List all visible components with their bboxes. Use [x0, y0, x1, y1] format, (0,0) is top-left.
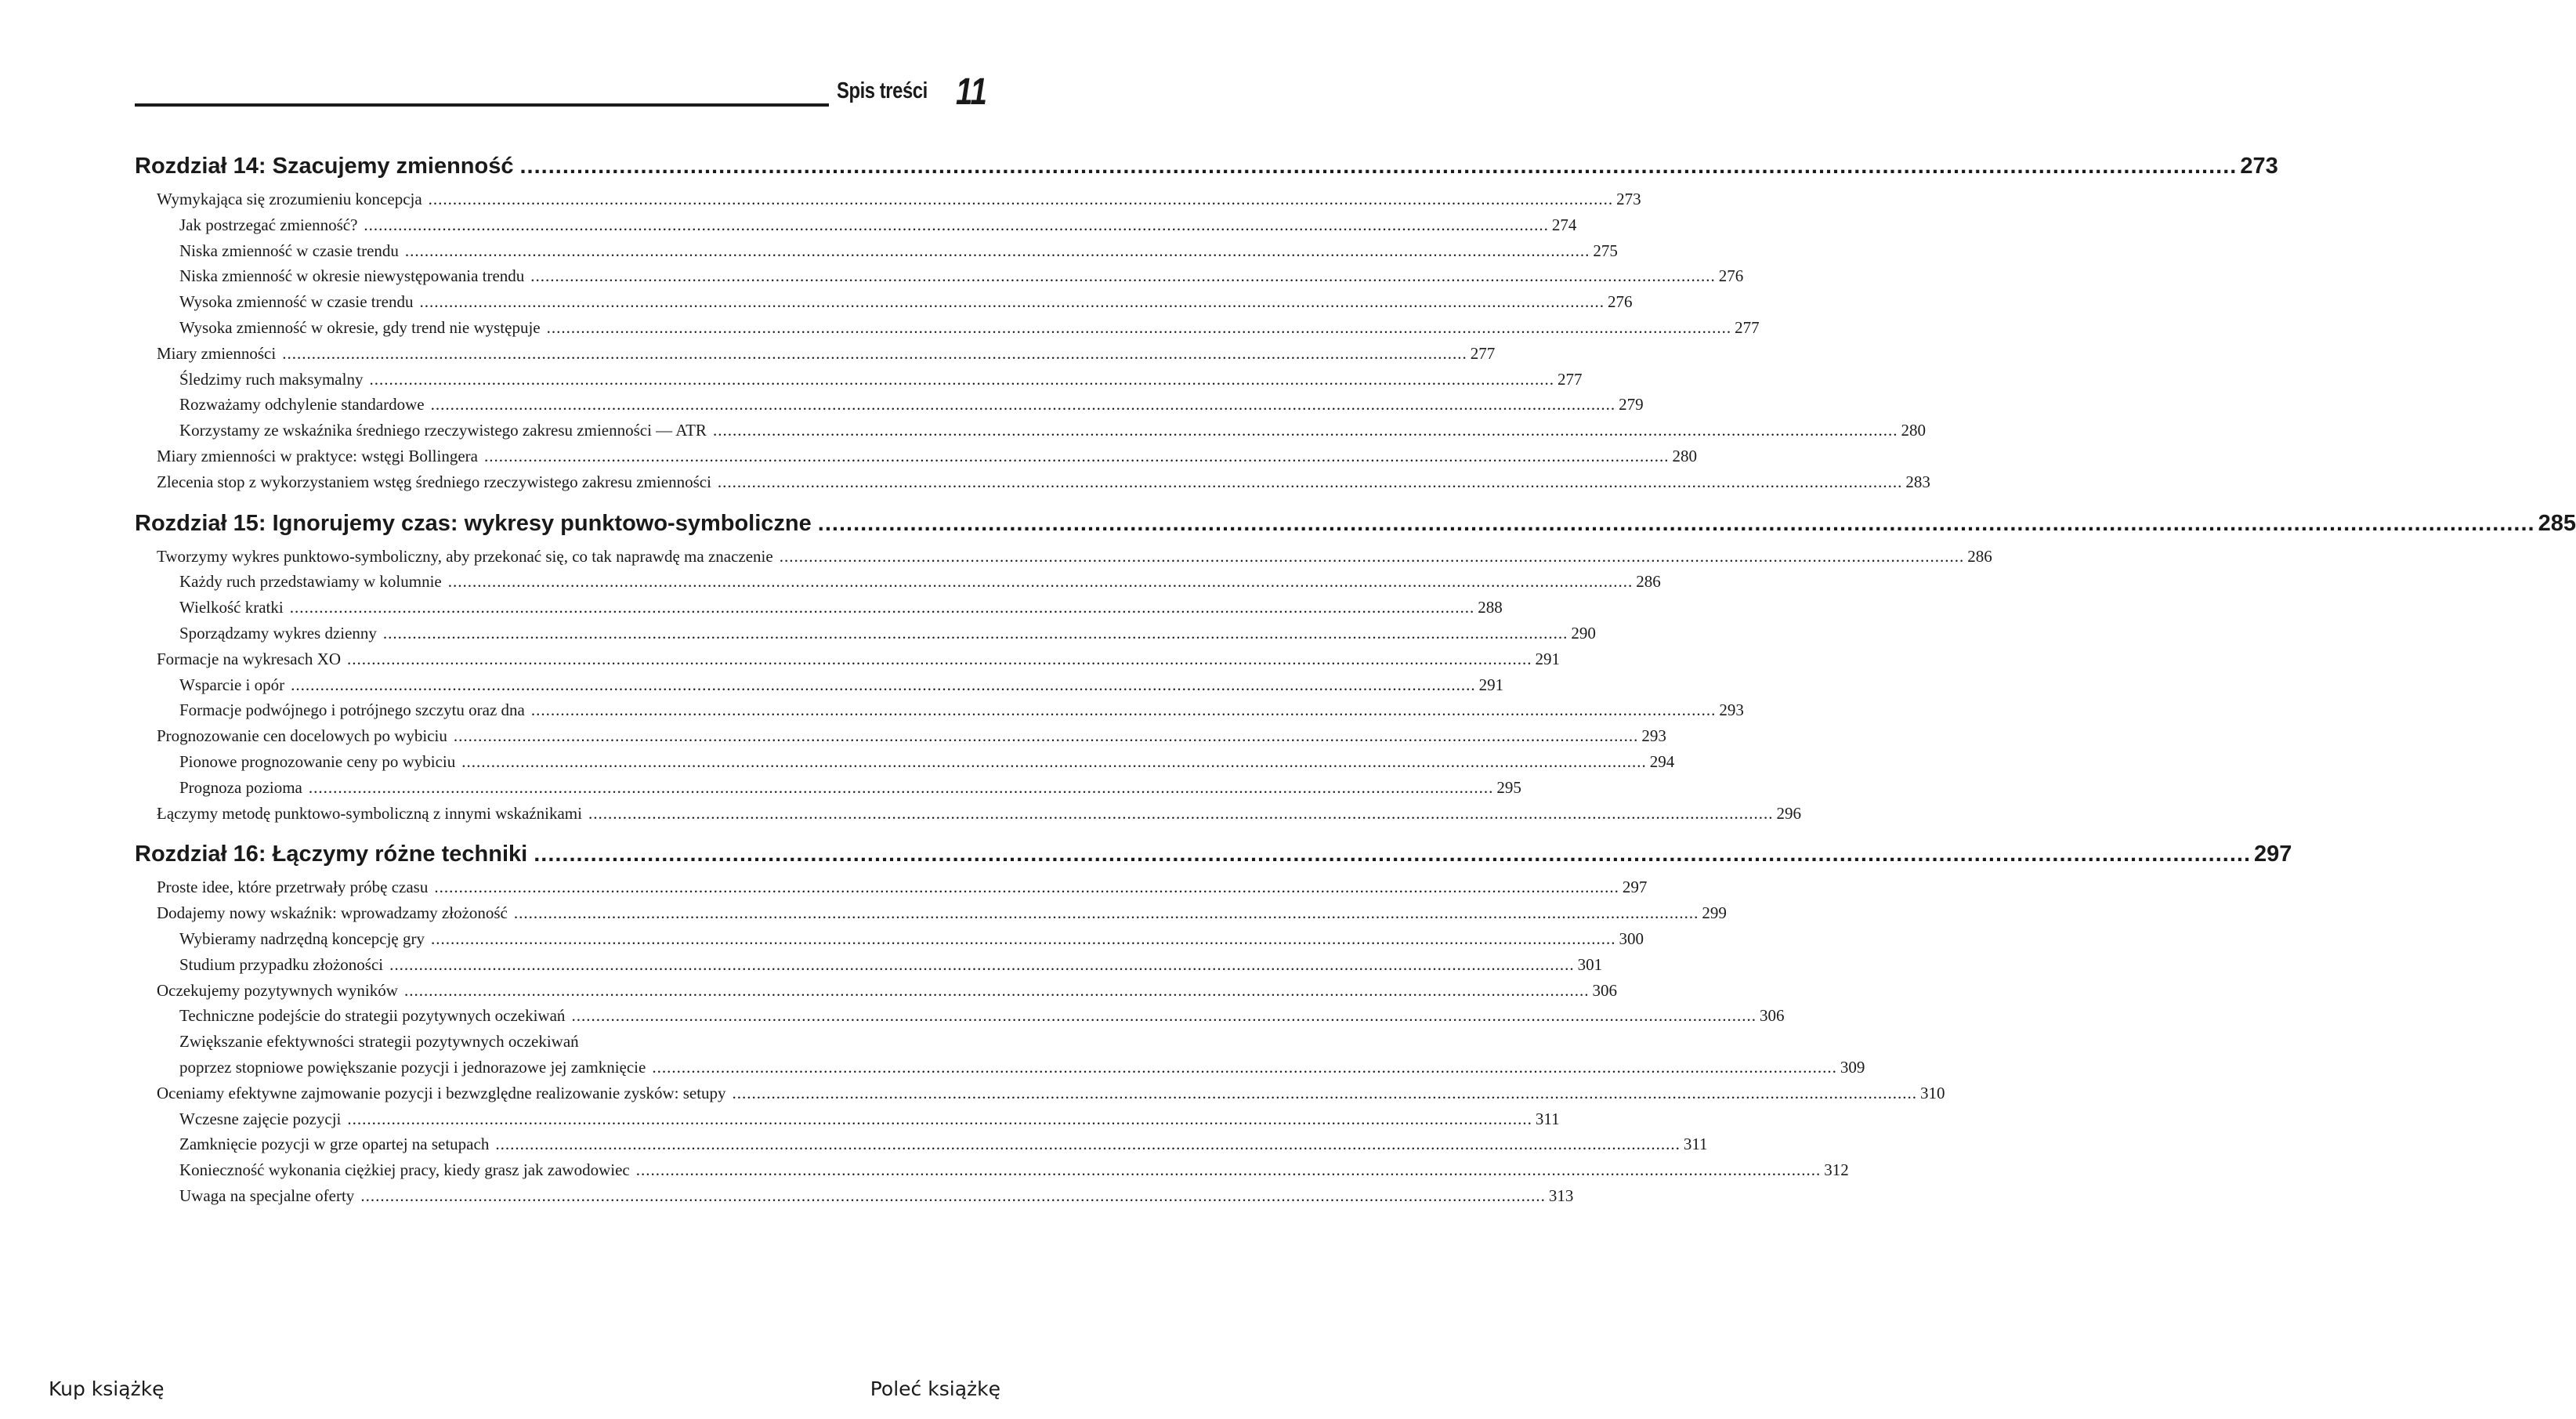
- dot-leader: ..................................................................................................................................................................................................................................................: [453, 726, 1639, 746]
- entry-title: Pionowe prognozowanie ceny po wybiciu: [179, 751, 456, 771]
- dot-leader: ..................................................................................................................................................................................................................................................: [635, 1160, 1822, 1180]
- entry-title: Zlecenia stop z wykorzystaniem wstęg średniego rzeczywistego zakresu zmienności: [157, 472, 711, 491]
- toc-entry[interactable]: [135, 572, 1661, 598]
- toc-entry[interactable]: [135, 1186, 1574, 1212]
- toc-entry[interactable]: [135, 1160, 1849, 1186]
- entry-title: Niska zmienność w czasie trendu: [179, 241, 399, 260]
- entry-page: 312: [1824, 1160, 1849, 1180]
- entry-page: 279: [1619, 395, 1644, 414]
- entry-page: 294: [1649, 751, 1675, 771]
- toc-entry[interactable]: [135, 241, 1618, 267]
- entry-title: Łączymy metodę punktowo-symboliczną z innymi wskaźnikami: [157, 803, 582, 823]
- entry-title: Wczesne zajęcie pozycji: [179, 1109, 342, 1128]
- dot-leader: ..................................................................................................................................................................................................................................................: [534, 842, 2252, 867]
- dot-leader: ..................................................................................................................................................................................................................................................: [347, 649, 1532, 668]
- dot-leader: ..................................................................................................................................................................................................................................................: [369, 369, 1554, 389]
- entry-page: 276: [1718, 266, 1744, 286]
- dot-leader: ..................................................................................................................................................................................................................................................: [588, 803, 1774, 823]
- header-title: Spis treści: [837, 78, 928, 103]
- dot-leader: ..................................................................................................................................................................................................................................................: [428, 190, 1614, 208]
- toc-entry[interactable]: [135, 215, 1577, 241]
- entry-page: 275: [1593, 241, 1618, 260]
- dot-leader: ..................................................................................................................................................................................................................................................: [430, 395, 1616, 414]
- dot-leader: ..................................................................................................................................................................................................................................................: [817, 510, 2535, 536]
- entry-page: 311: [1683, 1135, 1708, 1154]
- dot-leader: ..................................................................................................................................................................................................................................................: [308, 777, 1494, 797]
- dot-leader: ..................................................................................................................................................................................................................................................: [546, 317, 1732, 337]
- toc-entry[interactable]: [135, 649, 1560, 675]
- dot-leader: ..................................................................................................................................................................................................................................................: [382, 623, 1568, 643]
- dot-leader: ..................................................................................................................................................................................................................................................: [519, 154, 2238, 179]
- dot-leader: ..................................................................................................................................................................................................................................................: [495, 1135, 1681, 1154]
- dot-leader: ..................................................................................................................................................................................................................................................: [389, 954, 1575, 974]
- entry-title: Prognozowanie cen docelowych po wybiciu: [157, 726, 447, 746]
- entry-page: 299: [1702, 903, 1727, 923]
- toc-entry[interactable]: [135, 1083, 1945, 1109]
- toc-entry[interactable]: [135, 343, 1496, 370]
- dot-leader: ..................................................................................................................................................................................................................................................: [403, 980, 1590, 1000]
- entry-page: 313: [1548, 1186, 1574, 1205]
- entry-title: Zamknięcie pozycji w grze opartej na setupach: [179, 1135, 490, 1154]
- entry-title: Tworzymy wykres punktowo-symboliczny, aby przekonać się, co tak naprawdę ma znaczenie: [157, 546, 773, 566]
- toc-entry[interactable]: [135, 1057, 1865, 1084]
- recommend-book-link[interactable]: Poleć książkę: [870, 1377, 1000, 1400]
- dot-leader: ..................................................................................................................................................................................................................................................: [347, 1109, 1532, 1128]
- entry-title: Wybieramy nadrzędną koncepcję gry: [179, 929, 425, 948]
- entry-title: Każdy ruch przedstawiamy w kolumnie: [179, 572, 442, 592]
- entry-title: Studium przypadku złożoności: [179, 954, 384, 974]
- toc-entry[interactable]: [135, 623, 1596, 650]
- toc-entry[interactable]: [135, 903, 1727, 929]
- dot-leader: ..................................................................................................................................................................................................................................................: [360, 1186, 1546, 1205]
- toc-entry[interactable]: [135, 726, 1666, 752]
- entry-title: Sporządzamy wykres dzienny: [179, 623, 377, 643]
- entry-page: 291: [1478, 675, 1504, 694]
- entry-title: Wymykająca się zrozumieniu koncepcja: [157, 190, 422, 208]
- dot-leader: ..................................................................................................................................................................................................................................................: [291, 675, 1476, 694]
- entry-page: 311: [1535, 1109, 1560, 1128]
- dot-leader: ..................................................................................................................................................................................................................................................: [513, 903, 1699, 923]
- toc-entry[interactable]: [135, 1135, 1708, 1160]
- toc-entry[interactable]: [135, 190, 1641, 215]
- dot-leader: ..................................................................................................................................................................................................................................................: [404, 241, 1590, 260]
- toc-entry[interactable]: [135, 1109, 1560, 1135]
- dot-leader: ..................................................................................................................................................................................................................................................: [461, 751, 1647, 771]
- entry-title: Wielkość kratki: [179, 598, 284, 617]
- dot-leader: ..................................................................................................................................................................................................................................................: [717, 472, 1903, 491]
- page-number: 11: [956, 71, 987, 113]
- entry-page: 293: [1719, 700, 1744, 720]
- entry-page: 293: [1641, 726, 1666, 746]
- dot-leader: ..................................................................................................................................................................................................................................................: [434, 878, 1619, 897]
- chapter-title: Rozdział 14: Szacujemy zmienność: [135, 154, 514, 179]
- dot-leader: ..................................................................................................................................................................................................................................................: [571, 1006, 1757, 1026]
- toc-entry[interactable]: [135, 878, 1648, 903]
- entry-page: 309: [1840, 1057, 1865, 1077]
- dot-leader: ..................................................................................................................................................................................................................................................: [447, 572, 1634, 592]
- toc-entry[interactable]: [135, 421, 1926, 447]
- entry-title: Konieczność wykonania ciężkiej pracy, kiedy grasz jak zawodowiec: [179, 1160, 630, 1180]
- dot-leader: ..................................................................................................................................................................................................................................................: [530, 266, 1716, 286]
- dot-leader: ..................................................................................................................................................................................................................................................: [483, 446, 1670, 465]
- entry-title: poprzez stopniowe powiększanie pozycji i jednorazowe jej zamknięcie: [179, 1057, 646, 1077]
- dot-leader: ..................................................................................................................................................................................................................................................: [419, 292, 1605, 312]
- toc-entry[interactable]: [135, 266, 1744, 292]
- toc-entry[interactable]: [135, 1032, 934, 1058]
- entry-title: Techniczne podejście do strategii pozytywnych oczekiwań: [179, 1006, 566, 1026]
- entry-page: 310: [1920, 1083, 1945, 1102]
- toc-entry[interactable]: [135, 980, 1617, 1007]
- entry-title: Wsparcie i opór: [179, 675, 285, 694]
- toc-entry[interactable]: [135, 803, 1801, 830]
- entry-page: 296: [1776, 803, 1801, 823]
- chapter-page: 273: [2240, 154, 2278, 179]
- chapter-page: 297: [2254, 842, 2292, 867]
- entry-page: 286: [1967, 546, 1992, 566]
- chapter-title: Rozdział 16: Łączymy różne techniki: [135, 842, 528, 867]
- toc-entry[interactable]: [135, 369, 1583, 396]
- toc-entry[interactable]: [135, 700, 1744, 726]
- entry-title: Rozważamy odchylenie standardowe: [179, 395, 425, 414]
- entry-page: 288: [1478, 598, 1503, 617]
- entry-page: 295: [1496, 777, 1521, 797]
- entry-title: Zwiększanie efektywności strategii pozytywnych oczekiwań: [179, 1032, 579, 1052]
- dot-leader: ..................................................................................................................................................................................................................................................: [652, 1057, 1837, 1077]
- entry-page: 297: [1622, 878, 1648, 897]
- entry-page: 306: [1759, 1006, 1785, 1026]
- entry-page: 276: [1607, 292, 1633, 312]
- entry-title: Formacje na wykresach XO: [157, 649, 341, 668]
- entry-page: 280: [1672, 446, 1697, 465]
- entry-title: Wysoka zmienność w czasie trendu: [179, 292, 414, 312]
- entry-title: Oczekujemy pozytywnych wyników: [157, 980, 398, 1000]
- entry-title: Miary zmienności w praktyce: wstęgi Bollingera: [157, 446, 478, 465]
- chapter-page: 285: [2538, 510, 2576, 536]
- toc-entry[interactable]: [135, 472, 1930, 498]
- toc-entry[interactable]: [135, 317, 1760, 344]
- toc-entry[interactable]: [135, 751, 1675, 778]
- entry-page: 301: [1577, 954, 1603, 974]
- entry-page: 300: [1619, 929, 1644, 948]
- entry-title: Jak postrzegać zmienność?: [179, 215, 358, 234]
- entry-page: 273: [1616, 190, 1641, 208]
- page-header: [135, 71, 995, 113]
- entry-title: Formacje podwójnego i potrójnego szczytu oraz dna: [179, 700, 525, 720]
- entry-page: 274: [1551, 215, 1577, 234]
- toc-entry[interactable]: [135, 929, 1644, 955]
- entry-page: 277: [1470, 343, 1496, 363]
- dot-leader: ..................................................................................................................................................................................................................................................: [779, 546, 1965, 566]
- toc-entry[interactable]: [135, 292, 1633, 318]
- toc-entry[interactable]: [135, 954, 1603, 981]
- table-of-contents: [135, 154, 2576, 1212]
- dot-leader: ..................................................................................................................................................................................................................................................: [282, 343, 1467, 363]
- entry-page: 277: [1557, 369, 1583, 389]
- toc-entry[interactable]: [135, 395, 1644, 421]
- dot-leader: ..................................................................................................................................................................................................................................................: [431, 929, 1616, 948]
- chapter-title: Rozdział 15: Ignorujemy czas: wykresy punktowo-symboliczne: [135, 510, 812, 536]
- entry-page: 283: [1905, 472, 1930, 491]
- toc-entry[interactable]: [135, 446, 1697, 472]
- entry-title: Śledzimy ruch maksymalny: [179, 369, 364, 389]
- toc-entry[interactable]: [135, 1006, 1785, 1032]
- toc-entry[interactable]: [135, 598, 1503, 624]
- toc-entry[interactable]: [135, 777, 1521, 804]
- entry-title: Niska zmienność w okresie niewystępowania trendu: [179, 266, 525, 286]
- entry-title: Korzystamy ze wskaźnika średniego rzeczywistego zakresu zmienności — ATR: [179, 421, 707, 440]
- entry-page: 306: [1592, 980, 1617, 1000]
- toc-entry[interactable]: [135, 675, 1504, 701]
- chapter-heading[interactable]: [135, 510, 2576, 547]
- header-rule: [135, 103, 829, 107]
- entry-title: Miary zmienności: [157, 343, 277, 363]
- dot-leader: ..................................................................................................................................................................................................................................................: [364, 215, 1549, 234]
- entry-title: Uwaga na specjalne oferty: [179, 1186, 355, 1205]
- entry-title: Dodajemy nowy wskaźnik: wprowadzamy złożoność: [157, 903, 508, 923]
- chapter-heading[interactable]: [135, 842, 2292, 878]
- entry-title: Prognoza pozioma: [179, 777, 302, 797]
- entry-page: 280: [1901, 421, 1926, 440]
- entry-title: Oceniamy efektywne zajmowanie pozycji i bezwzględne realizowanie zysków: setupy: [157, 1083, 726, 1102]
- toc-entry[interactable]: [135, 546, 1992, 573]
- chapter-heading[interactable]: [135, 154, 2278, 190]
- entry-title: Wysoka zmienność w okresie, gdy trend nie występuje: [179, 317, 541, 337]
- dot-leader: ..................................................................................................................................................................................................................................................: [530, 700, 1717, 720]
- entry-page: 277: [1735, 317, 1760, 337]
- entry-page: 286: [1636, 572, 1661, 592]
- dot-leader: ..................................................................................................................................................................................................................................................: [732, 1083, 1918, 1102]
- buy-book-link[interactable]: Kup książkę: [49, 1377, 165, 1400]
- entry-page: 291: [1535, 649, 1560, 668]
- entry-title: Proste idee, które przetrwały próbę czasu: [157, 878, 429, 897]
- entry-page: 290: [1571, 623, 1596, 643]
- dot-leader: ..................................................................................................................................................................................................................................................: [289, 598, 1475, 617]
- dot-leader: ..................................................................................................................................................................................................................................................: [712, 421, 1898, 440]
